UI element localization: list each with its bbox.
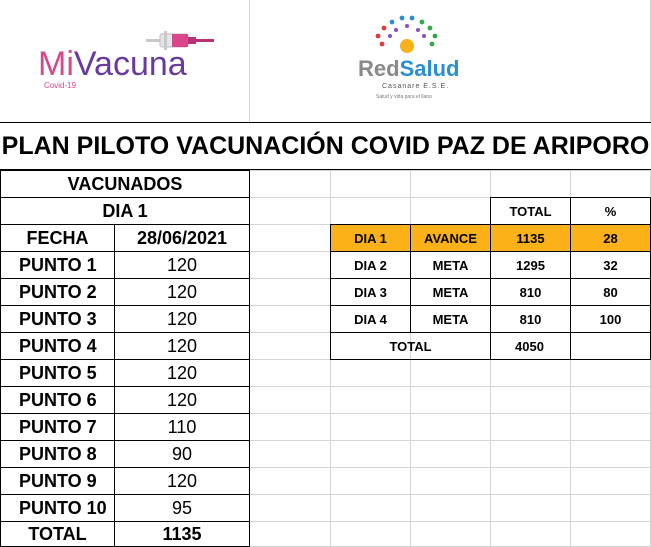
dia-cell: DIA 3 [330,278,411,306]
redsalud-salud: Salud [399,56,460,81]
punto-value: 120 [114,332,250,360]
col-total-header: TOTAL [490,197,571,225]
mivacuna-mi: Mi [38,45,74,83]
punto-label: PUNTO 3 [0,305,115,333]
punto-label: PUNTO 4 [0,332,115,360]
punto-label: PUNTO 6 [0,386,115,414]
dia-cell: DIA 1 [330,224,411,252]
punto-value: 95 [114,494,250,522]
fecha-label: FECHA [0,224,115,252]
day-label: DIA 1 [0,197,250,225]
redsalud-red: Red [358,56,400,81]
pct-cell: 80 [570,278,651,306]
mivacuna-logo [38,26,218,96]
redsalud-tagline: Salud y vida para el llano [376,94,432,100]
redsalud-logo [352,14,462,110]
pct-cell: 32 [570,251,651,279]
total-cell: 1135 [490,224,571,252]
pct-cell: 100 [570,305,651,333]
total-cell: 1295 [490,251,571,279]
punto-value: 120 [114,386,250,414]
summary-total-label: TOTAL [330,332,491,360]
punto-value: 120 [114,467,250,495]
page-title: PLAN PILOTO VACUNACIÓN COVID PAZ DE ARIPORO [0,122,651,170]
tipo-cell: META [410,251,491,279]
summary-total-empty [570,332,651,360]
total-value: 1135 [114,521,250,547]
vacunados-header: VACUNADOS [0,170,250,198]
punto-label: PUNTO 10 [0,494,115,522]
tipo-cell: META [410,278,491,306]
tipo-cell: AVANCE [410,224,491,252]
redsalud-subtitle: Casanare E.S.E. [382,83,450,90]
col-pct-header: % [570,197,651,225]
mivacuna-subtitle: Covid-19 [44,81,77,90]
summary-total-value: 4050 [490,332,571,360]
redsalud-sun-icon [372,14,442,58]
logo-divider [249,0,250,122]
punto-value: 110 [114,413,250,441]
total-label: TOTAL [0,521,115,547]
dia-cell: DIA 2 [330,251,411,279]
total-cell: 810 [490,305,571,333]
total-cell: 810 [490,278,571,306]
punto-value: 120 [114,359,250,387]
punto-value: 90 [114,440,250,468]
dia-cell: DIA 4 [330,305,411,333]
punto-value: 120 [114,278,250,306]
mivacuna-vacuna: Vacuna [73,45,187,83]
punto-label: PUNTO 5 [0,359,115,387]
fecha-value: 28/06/2021 [114,224,250,252]
punto-label: PUNTO 9 [0,467,115,495]
logo-header [0,0,651,122]
punto-label: PUNTO 8 [0,440,115,468]
punto-label: PUNTO 7 [0,413,115,441]
pct-cell: 28 [570,224,651,252]
tipo-cell: META [410,305,491,333]
punto-label: PUNTO 2 [0,278,115,306]
punto-value: 120 [114,251,250,279]
punto-value: 120 [114,305,250,333]
punto-label: PUNTO 1 [0,251,115,279]
